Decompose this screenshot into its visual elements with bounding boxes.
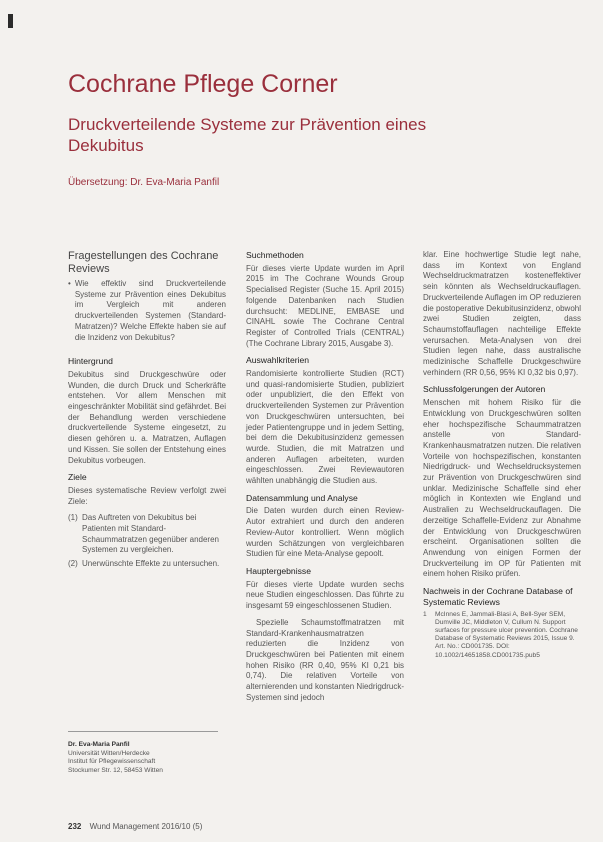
selection-heading: Auswahlkriterien [246, 355, 310, 366]
page-subtitle: Druckverteilende Systeme zur Prävention eines Dekubitus [68, 115, 427, 155]
column-left [68, 250, 226, 573]
list-item [68, 559, 226, 570]
results-text: Für dieses vierte Update wurden sechs neue Studien eingeschlossen. Das führte zu insgesamt 59 eingeschlossenen Studien. [246, 579, 404, 611]
selection-text: Randomisierte kontrollierte Studien (RCT) und quasi-randomisierte Studien, publiziert oder unpubliziert, die den Effekt von druckverteilenden Systemen zur Prävention von Druckgeschwüren untersuchten, bei jeder Patientengruppe und in jedem Setting, bei dem die Dekubitusinzidenz gemessen wurde. Studien, die mit Matratzen und anderen Auflagen arbeiteten, wurden eingeschlossen. Zwei Reviewautoren wählten unabhängig die Studien aus. [246, 369, 404, 486]
search-heading: Suchmethoden [246, 250, 304, 260]
background-text: Dekubitus sind Druckgeschwüre oder Wunden, die durch Druck und Scherkräfte entstehen. Vor allem Menschen mit eingeschränkter Mobilität sind gefährdet. Bei der Behandlung werden verschiedene druckverteilende Systeme eingesetzt, zu diesen gehören u. a. Matratzen, Auflagen und Kissen. Sie sollen der Entstehung eines Dekubitus vorbeugen. [68, 369, 226, 465]
questions-text: Wie effektiv sind Druckverteilende Systeme zur Prävention eines Dekubitus im Vergleich mit anderen druckverteilenden Systemen (Standard-Matratzen)? Welche Effekte haben sie auf die Inzidenz von Dekubitus? [74, 279, 226, 342]
page-footer [68, 822, 202, 831]
questions-bullet [68, 279, 226, 349]
results-text-2: Spezielle Schaumstoffmatratzen mit Standard-Krankenhausmatratzen reduzierten die Inzidenz von Druckgeschwüren bei Patienten mit einem hohen Risiko (RR 0,40, 95% KI 0,21 bis 0,74). Die relativen Vorteile von alternierenden und konstanten Niedrigdruck-Systemen sind jedoch [246, 617, 404, 702]
page-number: 232 [68, 822, 82, 831]
list-item-number: (2) [68, 559, 78, 569]
author-name: Dr. Eva-Maria Panfil [68, 741, 130, 748]
author-line: Universität Witten/Herdecke [68, 749, 150, 757]
list-item-text: Unerwünschte Effekte zu untersuchen. [82, 559, 220, 569]
author-info [68, 741, 218, 775]
author-line: Institut für Pflegewissenschaft [68, 758, 156, 765]
page-title: Cochrane Pflege Corner [68, 70, 338, 98]
reference-item [423, 611, 581, 660]
continued-text: klar. Eine hochwertige Studie legt nahe, dass im Kontext von England Wechseldruckmatratzen kosteneffektiver sein könnten als Wechseldruckauflagen. Druckverteilende Auflagen im OP reduzieren die postoperative Dekubitusinzidenz, obwohl zwei Studien zeigten, dass Schaumstoffauflagen nachteilige Effekte verursachen. Meta-Analysen von drei Studien legen nahe, dass australische medizinische Schaffelle Druckgeschwüre verhindern (RR 0,56, 95% KI 0,32 bis 0,97). [423, 250, 581, 377]
column-right [423, 250, 581, 660]
journal-name: Wund Management 2016/10 (5) [89, 822, 203, 831]
references-heading: Nachweis in der Cochrane Database of Systematic Reviews [423, 586, 573, 607]
column-middle [246, 250, 404, 709]
search-text: Für dieses vierte Update wurden im April 2015 im The Cochrane Wounds Group Specialised Register (Suche 15. April 2015) folgende Datenbanken nach Studien durchsucht: MEDLINE, EMBASE und CINAHL sowie The Cochrane Central Register of Controlled Trials (CENTRAL) (The Cochrane Library 2015, Ausgabe 3). [246, 263, 404, 348]
author-line: Stockumer Str. 12, 58453 Witten [68, 766, 163, 774]
questions-heading: Fragestellungen des Cochrane Reviews [68, 250, 219, 275]
reference-number: 1 [423, 610, 427, 618]
reference-text: McInnes E, Jammali-Blasi A, Bell-Syer SEM, Dumville JC, Middleton V, Cullum N. Support surfaces for pressure ulcer prevention. Cochrane Database of Systematic Reviews 2015, Issue 9. Art. No.: CD001735. DOI: 10.1002/14651858.CD001735.pub5 [435, 610, 578, 659]
translation-credit: Übersetzung: Dr. Eva-Maria Panfil [68, 177, 220, 188]
results-heading: Hauptergebnisse [246, 565, 311, 576]
data-heading: Datensammlung und Analyse [246, 492, 358, 503]
aims-text: Dieses systematische Review verfolgt zwei Ziele: [68, 485, 226, 506]
conclusions-heading: Schlussfolgerungen der Autoren [423, 384, 546, 395]
list-item-number: (1) [68, 513, 78, 523]
conclusions-text: Menschen mit hohem Risiko für die Entwicklung von Druckgeschwüren sollten eher hochspezifische Schaummatratzen anstelle von Standard-Krankenhausmatratzen nutzen. Die relativen Vorteile von hochspezifischen, konstanten Niedrigdruck- und Wechseldrucksystemen zur Prävention von Druckgeschwüren sind unklar. Medizinische Schaffelle sind eher möglich in Kontexten wie England und Australien zu Wechseldruckauflagen. Die derzeitige Schaffelle-Evidenz zur Abnahme der Entwicklung von Druckgeschwüren erscheint. Organisationen sollten die Anwendung von einigen Formen der Druckverteilung im OP für Patienten mit einem hohen Risiko prüfen. [423, 398, 581, 579]
list-item [68, 513, 226, 556]
page-edge-mark [8, 14, 13, 28]
aims-heading: Ziele [68, 472, 87, 483]
background-heading: Hintergrund [68, 356, 113, 367]
author-divider [68, 731, 218, 732]
data-text: Die Daten wurden durch einen Review-Autor extrahiert und durch den anderen Review-Autor kontrolliert. Wenn möglich wurden Schätzungen von vergleichbaren Studien für eine Meta-Analyse gepoolt. [246, 506, 404, 559]
bullet-icon: • [68, 279, 71, 288]
list-item-text: Das Auftreten von Dekubitus bei Patienten mit Standard-Schaummatratzen gegenüber anderen Systemen zu vergleichen. [82, 513, 219, 555]
